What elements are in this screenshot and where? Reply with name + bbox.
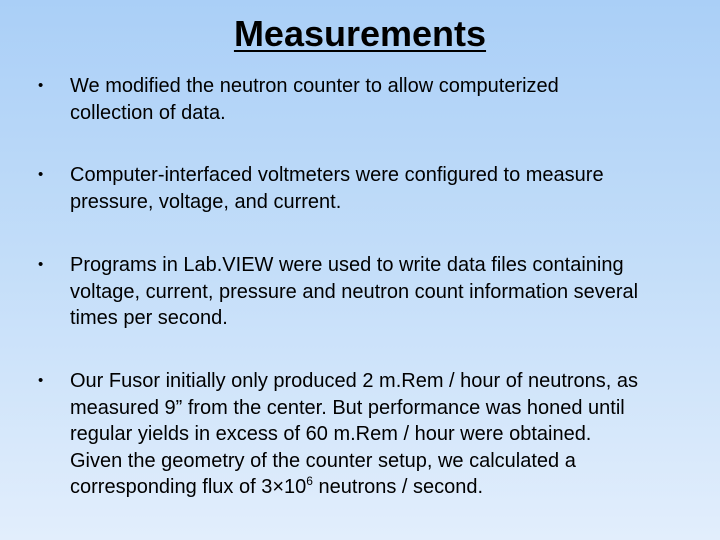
bullet-dot-icon: • bbox=[38, 372, 44, 389]
bullet-text: We modified the neutron counter to allow computerized collection of data. bbox=[70, 75, 559, 124]
bullet-dot-icon: • bbox=[38, 77, 44, 94]
bullet-text: Computer-interfaced voltmeters were configured to measure pressure, voltage, and current. bbox=[70, 164, 604, 213]
flux-base: 10 bbox=[284, 476, 307, 498]
flux-exponent: 6 bbox=[306, 474, 313, 488]
flux-suffix: neutrons / second. bbox=[312, 476, 484, 498]
bullet-dot-icon: • bbox=[38, 256, 44, 273]
flux-times-symbol: × bbox=[272, 476, 285, 498]
bullet-text: Programs in Lab.VIEW were used to write data files containing voltage, current, pressure and neutron count information several times per second. bbox=[70, 254, 639, 329]
bullet-text-main: Our Fusor initially only produced 2 m.Rem / hour of neutrons, as measured 9” from the center. But performance was honed until regular yields in excess of 60 m.Rem / hour were obtained. Given the geometry of the counter setup, we calculated a corresponding flux of 3 bbox=[70, 370, 639, 498]
bullet-text bbox=[70, 368, 715, 501]
slide-title: Measurements bbox=[233, 13, 487, 54]
bullet-dot-icon: • bbox=[38, 166, 44, 183]
